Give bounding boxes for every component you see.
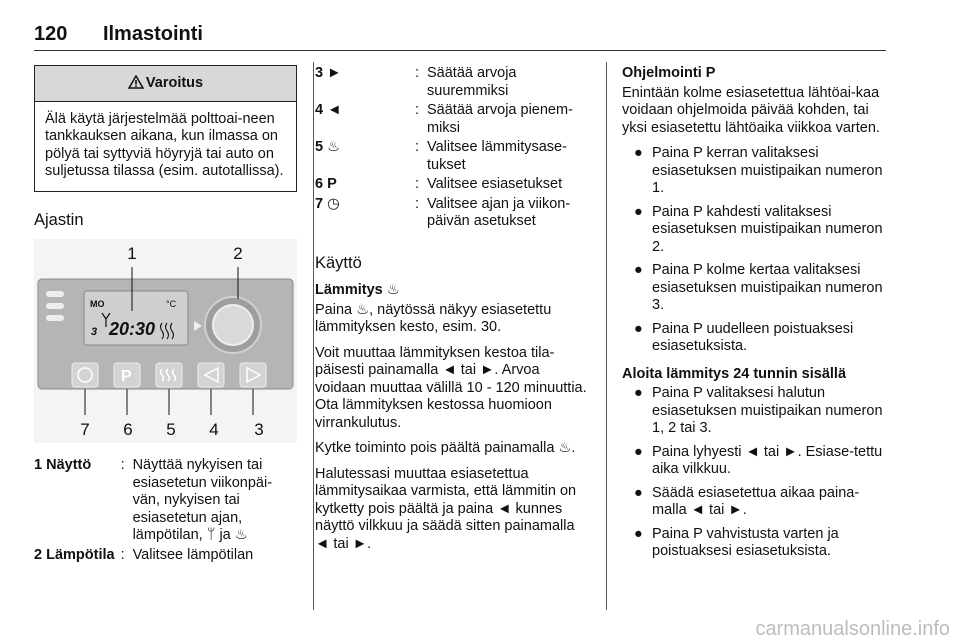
- legend-row: [34, 547, 297, 567]
- bullet-icon: ●: [634, 443, 643, 460]
- callout-1: 1: [127, 244, 137, 263]
- legend-value: Näyttää nykyisen tai esiasetetun viikonpäi-vän, nykyisen tai esiasetetun ajan, lämpötilan, ᛘ ja ♨: [132, 457, 273, 543]
- lcd-day: MO: [90, 299, 105, 309]
- column-middle: [313, 65, 591, 561]
- legend-key: 3 ►: [315, 65, 342, 81]
- legend-key: 4 ◄: [315, 102, 342, 118]
- legend-value: Säätää arvoja suuremmiksi: [427, 65, 517, 99]
- legend-value: Säätää arvoja pienem-miksi: [427, 102, 573, 136]
- legend-key: 2 Lämpötila: [34, 546, 115, 563]
- bullet-icon: ●: [634, 203, 643, 220]
- legend-value: Valitsee lämpötilan: [132, 546, 254, 563]
- header-rule: [34, 50, 886, 51]
- bullet-icon: ●: [634, 262, 643, 278]
- warning-title: Varoitus: [145, 75, 204, 91]
- bullet-icon: ●: [634, 385, 643, 401]
- vent-slot-2: [46, 303, 64, 309]
- lammitys-heading: Lämmitys ♨: [315, 282, 400, 298]
- column-divider-right: [606, 62, 607, 610]
- list-item-text: Säädä esiasetettua aikaa paina-malla ◄ tai ►.: [652, 484, 860, 518]
- controls-legend: [315, 65, 591, 233]
- lammitys-paragraph-3: Kytke toiminto pois päältä painamalla ♨.: [315, 440, 576, 456]
- aloita-heading: Aloita lämmitys 24 tunnin sisällä: [622, 365, 847, 382]
- bullet-icon: ●: [634, 525, 643, 542]
- list-item-text: Paina P vahvistusta varten ja poistuaksesi esiasetuksista.: [652, 525, 839, 559]
- legend-key: 5 ♨: [315, 139, 341, 155]
- list-item: [622, 526, 890, 561]
- list-item: [622, 321, 890, 356]
- ohjelmointi-intro: Enintään kolme esiasetettua lähtöai-kaa voidaan ohjelmoida päivää kohden, tai yksi esiasetettu lähtöaika viikkoa varten.: [622, 84, 880, 136]
- lcd-unit: °C: [166, 299, 177, 309]
- list-item: [622, 204, 890, 257]
- ajastin-legend: [34, 457, 297, 566]
- ohjelmointi-heading: Ohjelmointi P: [622, 65, 716, 81]
- callout-5: 5: [166, 420, 176, 439]
- legend-value: Valitsee lämmitysase-tukset: [427, 139, 567, 173]
- legend-row: [315, 176, 591, 196]
- page-header: [34, 23, 203, 45]
- legend-key: 6 P: [315, 176, 337, 192]
- list-item: [622, 444, 890, 479]
- ohjelmointi-list: [622, 145, 890, 356]
- callout-7: 7: [80, 420, 90, 439]
- warning-text: Älä käytä järjestelmää polttoai-neen tankkauksen aikana, kun ilmassa on pölyä tai syttyviä höyryjä tai auto on suljetussa tilassa (esim. autotallissa).: [45, 110, 284, 179]
- bullet-icon: ●: [634, 145, 643, 161]
- list-item-text: Paina P valitaksesi halutun esiasetuksen muistipaikan numeron 1, 2 tai 3.: [652, 385, 883, 436]
- legend-colon: :: [415, 195, 420, 212]
- ajastin-heading: Ajastin: [34, 210, 84, 229]
- legend-colon: :: [415, 139, 420, 155]
- legend-key: 7 ◷: [315, 195, 340, 212]
- column-right: [622, 65, 890, 569]
- warning-box: [34, 65, 297, 192]
- vent-slot-1: [46, 291, 64, 297]
- legend-value: Valitsee esiasetukset: [427, 176, 563, 192]
- lammitys-paragraph-1: Paina ♨, näytössä näkyy esiasetettu lämmityksen kesto, esim. 30.: [315, 301, 552, 335]
- legend-row: [315, 102, 591, 139]
- increase-button: [240, 363, 266, 387]
- warning-triangle-icon: [128, 75, 144, 89]
- lcd-number: 3: [91, 326, 98, 338]
- legend-key: 1 Näyttö: [34, 457, 92, 473]
- kaytto-heading: Käyttö: [315, 253, 362, 272]
- list-item-text: Paina lyhyesti ◄ tai ►. Esiase-tettu aika vilkkuu.: [652, 443, 883, 477]
- aloita-list: [622, 385, 890, 561]
- page-title: Ilmastointi: [102, 23, 203, 45]
- column-left: [34, 65, 297, 566]
- callout-6: 6: [123, 420, 133, 439]
- legend-row: [315, 139, 591, 176]
- legend-colon: :: [415, 176, 420, 192]
- legend-value: Valitsee ajan ja viikon-päivän asetukset: [427, 195, 571, 229]
- callout-4: 4: [209, 420, 219, 439]
- list-item: [622, 385, 890, 438]
- lammitys-paragraph-4: Halutessasi muuttaa esiasetettua lämmitysaikaa varmista, että lämmitin on kytketty pois päältä ja paina ◄ kunnes näyttö vilkkuu ja säädä sitten painamalla ◄ tai ►.: [315, 465, 577, 552]
- legend-row: [315, 65, 591, 102]
- vent-slot-3: [46, 315, 64, 321]
- legend-row: [315, 196, 591, 233]
- preset-icon: P: [121, 368, 132, 385]
- legend-colon: :: [415, 102, 420, 118]
- lcd-time: 20:30: [109, 319, 156, 339]
- lammitys-paragraph-2: Voit muuttaa lämmityksen kestoa tila-päisesti painamalla ◄ tai ►. Arvoa voidaan muuttaa välillä 10 - 120 minuuttia. Ota lämmityksen kestossa huomioon virrankulutus.: [315, 344, 587, 431]
- list-item-text: Paina P kerran valitaksesi esiasetuksen muistipaikan numeron 1.: [652, 145, 883, 196]
- list-item: [622, 262, 890, 315]
- timer-panel-figure: [34, 239, 297, 443]
- list-item-text: Paina P uudelleen poistuaksesi esiasetuksista.: [652, 320, 854, 354]
- legend-colon: :: [120, 546, 125, 563]
- clock-button: [72, 363, 98, 387]
- legend-colon: :: [415, 65, 420, 81]
- bullet-icon: ●: [634, 484, 643, 501]
- watermark: carmanualsonline.info: [755, 617, 950, 640]
- temperature-knob-inner: [213, 305, 253, 345]
- bullet-icon: ●: [634, 320, 643, 337]
- page-number: 120: [34, 23, 68, 45]
- list-item: [622, 145, 890, 198]
- warning-header: [35, 66, 296, 102]
- list-item: [622, 485, 890, 520]
- legend-row: [34, 457, 297, 547]
- list-item-text: Paina P kahdesti valitaksesi esiasetuksen muistipaikan numeron 2.: [652, 203, 883, 255]
- list-item-text: Paina P kolme kertaa valitaksesi esiasetuksen muistipaikan numeron 3.: [652, 262, 883, 313]
- decrease-button: [198, 363, 224, 387]
- callout-2: 2: [233, 244, 243, 263]
- legend-colon: :: [120, 457, 125, 473]
- callout-3: 3: [254, 420, 264, 439]
